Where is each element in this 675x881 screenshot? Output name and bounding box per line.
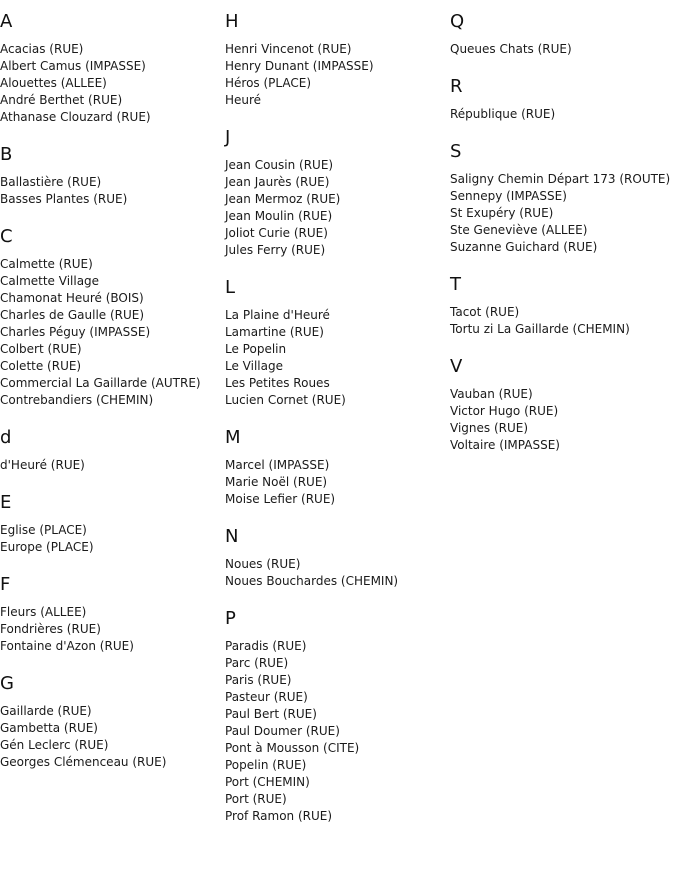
letter-heading: P [225, 608, 236, 629]
street-item: Popelin (RUE) [225, 758, 307, 772]
street-item: Saligny Chemin Départ 173 (ROUTE) [450, 172, 671, 186]
letter-group [0, 492, 225, 556]
street-item: Charles Péguy (IMPASSE) [0, 325, 151, 339]
street-item: Ballastière (RUE) [0, 175, 102, 189]
street-item: Gén Leclerc (RUE) [0, 738, 109, 752]
letter-heading: R [450, 76, 463, 97]
street-item: Paris (RUE) [225, 673, 292, 687]
street-item: Georges Clémenceau (RUE) [0, 755, 167, 769]
street-list [450, 304, 675, 338]
street-list [0, 256, 225, 409]
street-item: Colette (RUE) [0, 359, 82, 373]
letter-heading: H [225, 11, 239, 32]
letter-heading: B [0, 144, 13, 165]
street-list [225, 556, 450, 590]
street-item: Colbert (RUE) [0, 342, 82, 356]
street-item: Contrebandiers (CHEMIN) [0, 393, 154, 407]
street-item: Tortu zi La Gaillarde (CHEMIN) [450, 322, 630, 336]
street-item: Paradis (RUE) [225, 639, 307, 653]
street-item: Tacot (RUE) [450, 305, 520, 319]
street-list [225, 457, 450, 508]
street-item: Heuré [225, 93, 262, 107]
letter-heading: F [0, 574, 11, 595]
street-item: Queues Chats (RUE) [450, 42, 572, 56]
letter-heading: G [0, 673, 14, 694]
street-list [0, 703, 225, 771]
street-list [225, 307, 450, 409]
letter-group [225, 127, 450, 259]
street-item: Fleurs (ALLEE) [0, 605, 87, 619]
letter-group [225, 526, 450, 590]
letter-heading: T [450, 274, 461, 295]
street-item: Pont à Mousson (CITE) [225, 741, 360, 755]
street-list [0, 604, 225, 655]
street-item: Noues Bouchardes (CHEMIN) [225, 574, 399, 588]
letter-group [450, 11, 675, 58]
letter-heading: d [0, 427, 12, 448]
letter-group [225, 277, 450, 409]
letter-heading: Q [450, 11, 465, 32]
street-item: Le Village [225, 359, 283, 373]
street-item: St Exupéry (RUE) [450, 206, 554, 220]
street-list [450, 171, 675, 256]
street-item: La Plaine d'Heuré [225, 308, 330, 322]
letter-heading: M [225, 427, 241, 448]
street-item: Jules Ferry (RUE) [225, 243, 326, 257]
street-item: Noues (RUE) [225, 557, 301, 571]
letter-group [225, 608, 450, 825]
letter-group [450, 141, 675, 256]
letter-group [450, 274, 675, 338]
street-list [450, 106, 675, 123]
letter-group [225, 427, 450, 508]
letter-group [0, 574, 225, 655]
street-item: Vignes (RUE) [450, 421, 529, 435]
street-item: Gambetta (RUE) [0, 721, 98, 735]
street-item: Albert Camus (IMPASSE) [0, 59, 146, 73]
street-item: Ste Geneviève (ALLEE) [450, 223, 588, 237]
street-item: Jean Cousin (RUE) [225, 158, 334, 172]
street-item: Acacias (RUE) [0, 42, 84, 56]
street-list [450, 41, 675, 58]
street-item: Gaillarde (RUE) [0, 704, 92, 718]
street-item: Paul Doumer (RUE) [225, 724, 340, 738]
street-item: Henry Dunant (IMPASSE) [225, 59, 374, 73]
street-item: Moise Lefier (RUE) [225, 492, 336, 506]
street-item: Lamartine (RUE) [225, 325, 324, 339]
street-item: République (RUE) [450, 107, 556, 121]
letter-group [450, 356, 675, 454]
letter-heading: V [450, 356, 463, 377]
street-item: Parc (RUE) [225, 656, 289, 670]
street-item: Calmette (RUE) [0, 257, 93, 271]
street-item: Prof Ramon (RUE) [225, 809, 333, 823]
street-item: Eglise (PLACE) [0, 523, 87, 537]
letter-group [0, 673, 225, 771]
street-item: Suzanne Guichard (RUE) [450, 240, 598, 254]
street-item: Jean Moulin (RUE) [225, 209, 333, 223]
street-item: Basses Plantes (RUE) [0, 192, 128, 206]
street-item: d'Heuré (RUE) [0, 458, 85, 472]
street-item: Calmette Village [0, 274, 100, 288]
street-item: Paul Bert (RUE) [225, 707, 317, 721]
street-item: Sennepy (IMPASSE) [450, 189, 567, 203]
index-column-2 [225, 11, 450, 843]
letter-group [0, 11, 225, 126]
letter-heading: S [450, 141, 462, 162]
street-item: Fondrières (RUE) [0, 622, 101, 636]
street-item: Henri Vincenot (RUE) [225, 42, 352, 56]
street-item: Athanase Clouzard (RUE) [0, 110, 151, 124]
street-item: Jean Mermoz (RUE) [225, 192, 341, 206]
street-item: Voltaire (IMPASSE) [450, 438, 560, 452]
street-list [0, 457, 225, 474]
street-list [225, 157, 450, 259]
street-item: Port (RUE) [225, 792, 287, 806]
street-item: Lucien Cornet (RUE) [225, 393, 346, 407]
street-item: Le Popelin [225, 342, 287, 356]
letter-heading: J [225, 127, 231, 148]
street-item: Les Petites Roues [225, 376, 330, 390]
street-item: Port (CHEMIN) [225, 775, 310, 789]
street-item: Vauban (RUE) [450, 387, 533, 401]
letter-group [225, 11, 450, 109]
letter-group [0, 144, 225, 208]
street-item: Victor Hugo (RUE) [450, 404, 559, 418]
street-item: Pasteur (RUE) [225, 690, 308, 704]
street-item: Chamonat Heuré (BOIS) [0, 291, 144, 305]
index-column-3 [450, 11, 675, 472]
letter-group [450, 76, 675, 123]
street-list [0, 174, 225, 208]
letter-heading: N [225, 526, 239, 547]
letter-heading: L [225, 277, 236, 298]
letter-heading: A [0, 11, 13, 32]
street-item: Commercial La Gaillarde (AUTRE) [0, 376, 201, 390]
street-item: Fontaine d'Azon (RUE) [0, 639, 134, 653]
street-item: Marcel (IMPASSE) [225, 458, 330, 472]
street-item: André Berthet (RUE) [0, 93, 123, 107]
street-list [225, 41, 450, 109]
street-item: Jean Jaurès (RUE) [225, 175, 330, 189]
street-item: Héros (PLACE) [225, 76, 312, 90]
street-item: Joliot Curie (RUE) [225, 226, 328, 240]
street-list [225, 638, 450, 825]
street-item: Charles de Gaulle (RUE) [0, 308, 145, 322]
letter-heading: C [0, 226, 13, 247]
street-list [0, 522, 225, 556]
street-list [450, 386, 675, 454]
street-list [0, 41, 225, 126]
street-item: Europe (PLACE) [0, 540, 94, 554]
street-item: Alouettes (ALLEE) [0, 76, 107, 90]
street-item: Marie Noël (RUE) [225, 475, 328, 489]
letter-group [0, 427, 225, 474]
index-column-1 [0, 11, 225, 789]
letter-heading: E [0, 492, 12, 513]
letter-group [0, 226, 225, 409]
